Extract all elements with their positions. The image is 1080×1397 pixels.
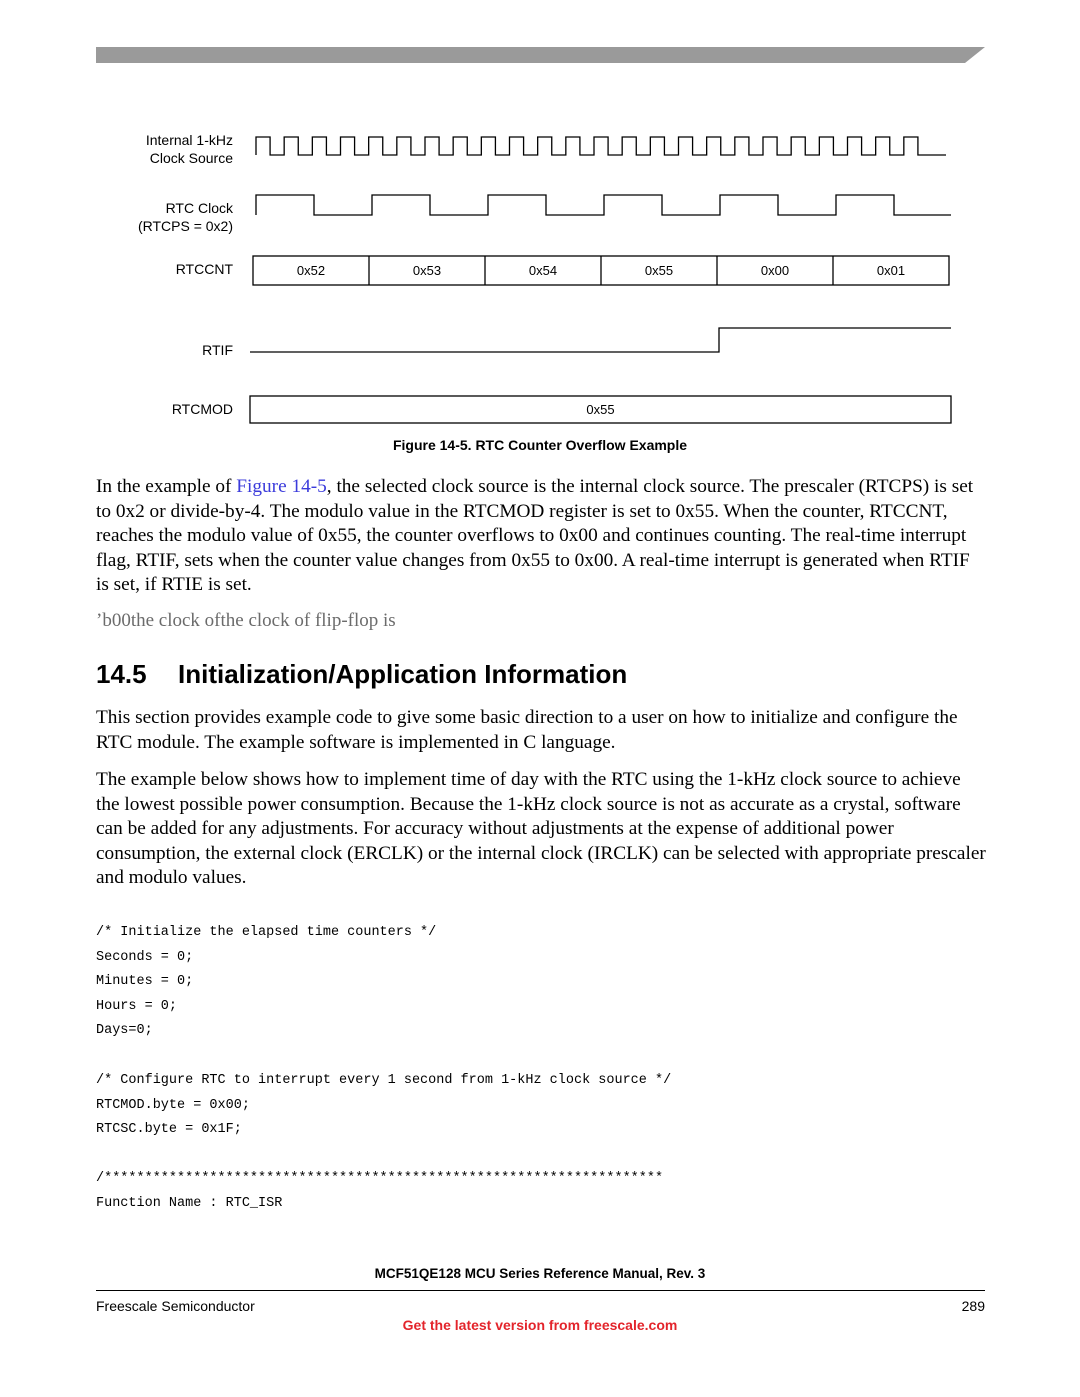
code-line: Days=0; (96, 1023, 153, 1038)
rtccnt-value: 0x52 (296, 263, 326, 278)
latest-version-link[interactable]: Get the latest version from freescale.com (402, 1317, 678, 1333)
rtccnt-label: RTCCNT (175, 261, 233, 277)
paragraph-details: The example below shows how to implement time of day with the RTC using the 1-kHz clock source to achieve the lowest possible power consumption. Because the 1-kHz clock source is not as accurate as a crystal, software can be added for any adjustments. For accuracy without adjustments at the expense of additional power consumption, the external clock (ERCLK) or the internal clock (IRCLK) can be selected with appropriate prescaler and modulo values. (96, 769, 986, 889)
rtc-clock-waveform (256, 195, 951, 215)
code-line: Hours = 0; (96, 999, 178, 1014)
clock-source-label (100, 131, 233, 167)
code-line: RTCSC.byte = 0x1F; (96, 1122, 242, 1137)
figure-link[interactable]: Figure 14-5 (236, 476, 327, 497)
rtc-clock-label (100, 199, 233, 235)
footer-company: Freescale Semiconductor (96, 1298, 255, 1314)
section-heading (96, 659, 627, 690)
clock-source-label-line1: Internal 1-kHz (145, 132, 233, 148)
rtccnt-value: 0x01 (876, 263, 906, 278)
section-title: Initialization/Application Information (178, 659, 628, 689)
rtcmod-label: RTCMOD (171, 401, 233, 417)
footer-divider (96, 1290, 985, 1291)
clock-source-waveform (256, 137, 946, 155)
paragraph-example (96, 475, 986, 598)
stray-text: ’b00the clock ofthe clock of flip-flop is (96, 610, 396, 631)
clock-source-label-line2: Clock Source (149, 150, 233, 166)
rtcmod-value: 0x55 (586, 402, 615, 417)
rtc-clock-label-line1: RTC Clock (165, 200, 233, 216)
page-number: 289 (961, 1298, 985, 1314)
code-line: RTCMOD.byte = 0x00; (96, 1098, 250, 1113)
paragraph-example-start: In the example of (96, 476, 237, 497)
code-line: Function Name : RTC_ISR (96, 1196, 283, 1211)
figure-caption: Figure 14-5. RTC Counter Overflow Example (392, 437, 688, 453)
paragraph-example-rest: , the selected clock source is the internal clock source. The prescaler (RTCPS) is set to 0x2 or divide-by-4. The modulo value in the RTCMOD register is set to 0x55. When the counter, RTCCNT, reaches the modulo value of 0x55, the counter overflows to 0x00 and continues counting. The real-time interrupt flag, RTIF, sets when the counter value changes from 0x55 to 0x00. A real-time interrupt is generated when RTIF is set, if RTIE is set. (96, 476, 974, 596)
footer-title: MCF51QE128 MCU Series Reference Manual, Rev. 3 (374, 1266, 706, 1281)
code-line: /* Configure RTC to interrupt every 1 second from 1-kHz clock source */ (96, 1073, 672, 1088)
rtccnt-value: 0x00 (760, 263, 790, 278)
code-line: Seconds = 0; (96, 950, 194, 965)
rtif-label: RTIF (202, 342, 233, 358)
rtccnt-value: 0x53 (412, 263, 442, 278)
section-number: 14.5 (96, 659, 147, 689)
paragraph-intro: This section provides example code to give some basic direction to a user on how to initialize and configure the RTC module. The example software is implemented in C language. (96, 707, 958, 753)
code-line: /* Initialize the elapsed time counters */ (96, 925, 437, 940)
rtccnt-value: 0x55 (644, 263, 674, 278)
rtc-clock-label-line2: (RTCPS = 0x2) (137, 218, 233, 234)
rtif-waveform (250, 328, 951, 352)
rtccnt-value: 0x54 (528, 263, 558, 278)
code-line: /********************************************************************* (96, 1171, 664, 1186)
code-line: Minutes = 0; (96, 974, 194, 989)
